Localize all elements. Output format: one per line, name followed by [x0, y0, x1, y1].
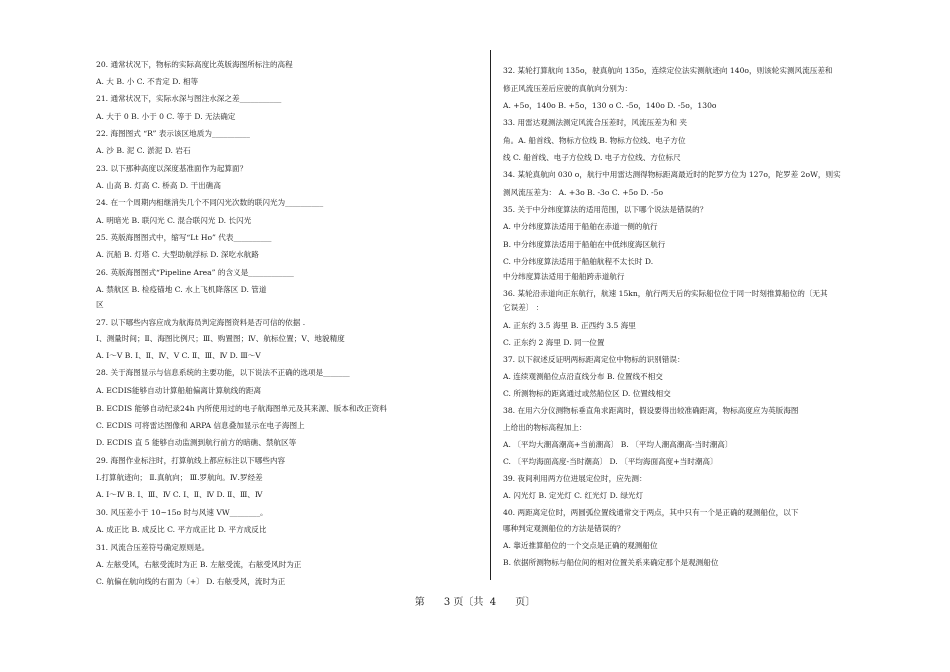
question-line: 34. 某轮真航向 030 o，航行中用雷达测得物标距离最近时的陀罗方位为 127o，陀罗差 2oW，则实	[503, 170, 841, 179]
question-line: 22. 海图图式 “R” 表示该区地质为__________	[96, 129, 250, 138]
question-line: 24. 在一个周期内相继消失几个不同闪光次数的联闪光为__________	[96, 198, 324, 207]
answer-options: A. 明暗光 B. 联闪光 C. 混合联闪光 D. 长闪光	[96, 216, 252, 225]
answer-options: A. 禁航区 B. 检疫锚地 C. 水上飞机降落区 D. 管道	[96, 285, 267, 294]
question-line: 27. 以下哪些内容应成为航海员判定海图资料是否可信的依据 .	[96, 318, 306, 327]
question-line: 修正风流压差后应驶的真航向分别为：	[503, 84, 633, 93]
column-divider	[490, 50, 491, 580]
question-line: Ⅰ、测量时间；Ⅱ、海图比例尺；Ⅲ、购置图；Ⅳ、航标位置；V、地貌精度	[96, 334, 345, 343]
answer-options: B. 中分纬度算法适用于船舶在中低纬度海区航行	[503, 240, 666, 249]
question-line: 28. 关于海图显示与信息系统的主要功能，以下说法不正确的选项是_______	[96, 368, 350, 377]
question-line: 35. 关于中分纬度算法的适用范围，以下哪个说法是错误的？	[503, 205, 708, 214]
question-line: 21. 通常状况下，实际水深与图注水深之差___________	[96, 94, 282, 103]
answer-options: 区	[96, 300, 104, 309]
answer-options: C. 航偏在航向线的右面为〔+〕 D. 右舷受风，流时为正	[96, 577, 286, 586]
answer-options: A. 成正比 B. 成反比 C. 平方成正比 D. 平方成反比	[96, 525, 267, 534]
answer-options: A. 沙 B. 泥 C. 淤泥 D. 岩石	[96, 146, 191, 155]
answer-options: A. 左舷受风，右舷受流时为正 B. 左舷受流，右舷受风时为正	[96, 560, 302, 569]
answer-options: A. Ⅰ～V B. Ⅰ、Ⅱ、Ⅳ、V C. Ⅱ、Ⅲ、Ⅳ D. Ⅲ～V	[96, 351, 261, 360]
answer-options: D. ECDIS 直 5 能够自动监测到航行前方的暗礁、禁航区等	[96, 438, 297, 447]
question-line: 29. 海图作业标注时，打算航线上都应标注以下哪些内容	[96, 456, 286, 465]
answer-options: C. 正东约 2 海里 D. 同一位置	[503, 338, 605, 347]
question-line: 40. 两距离定位时，两圆弧位置线通常交于两点，其中只有一个是正确的观测船位，以下	[503, 508, 799, 517]
answer-options: A. +5o，140o B. +5o，130 o C. -5o，140o D. -5o，130o	[503, 101, 717, 110]
question-line: 23. 以下那种高度以深度基准面作为起算面？	[96, 164, 248, 173]
answer-options: A. 大于 0 B. 小于 0 C. 等于 D. 无法确定	[96, 112, 236, 121]
answer-options: A. ECDIS能够自动计算船舶偏离计算航线的距离	[96, 386, 262, 395]
answer-options: C. 〔平均海面高度-当时潮高〕 D. 〔平均海面高度+当时潮高〕	[503, 457, 718, 466]
question-line: 它误差〕 ：	[503, 303, 544, 312]
answer-options: A. 连续观测船位点沿直线分布 B. 位置线不相交	[503, 372, 663, 381]
question-line: 39. 夜间利用两方位进展定位时，应先测：	[503, 474, 647, 483]
answer-options: C. 所测物标的距离通过或然船位区 D. 位置线相交	[503, 389, 671, 398]
question-line: 36. 某轮沿赤道向正东航行，航速 15kn，航行两天后的实际船位位于同一时刻推算船位的〔无其	[503, 289, 828, 298]
answer-options: A. 闪光灯 B. 定光灯 C. 红光灯 D. 绿光灯	[503, 491, 644, 500]
answer-options: A. Ⅰ～Ⅳ B. Ⅰ、Ⅲ、Ⅳ C. Ⅰ、Ⅱ、Ⅳ D. Ⅱ、Ⅲ、Ⅳ	[96, 490, 263, 499]
answer-options: A. 正东约 3.5 海里 B. 正西约 3.5 海里	[503, 321, 636, 330]
answer-options: 测风流压差为： A. +3o B. -3o C. +5o D. -5o	[503, 188, 664, 197]
answer-options: A. 靠近推算船位的一个交点是正确的观测船位	[503, 541, 658, 550]
question-line: 30. 风压差小于 10~15o 时与风速 VW________。	[96, 508, 268, 517]
answer-options: A. 大 B. 小 C. 不肯定 D. 相等	[96, 77, 199, 86]
question-line: 32. 某轮打算航向 135o，驶真航向 135o，连续定位法实测航迹向 140o，则该轮实测风流压差和	[503, 66, 833, 75]
answer-options: C. 中分纬度算法适用于船舶航程不太长时 D.	[503, 257, 654, 266]
answer-options: 中分纬度算法适用于船舶跨赤道航行	[503, 272, 625, 281]
answer-options: 线 C. 船首线、电子方位线 D. 电子方位线、方位标尺	[503, 153, 681, 162]
question-line: 20. 通常状况下，物标的实际高度比英版海图所标注的高程	[96, 60, 293, 69]
answer-options: 角。A. 船首线、物标方位线 B. 物标方位线、电子方位	[503, 136, 686, 145]
answer-options: C. ECDIS 可将雷达图像和 ARPA 信息叠加显示在电子海图上	[96, 421, 305, 430]
answer-options: A. 沉船 B. 灯塔 C. 大型助航浮标 D. 深吃水航路	[96, 250, 259, 259]
question-line: 33. 用雷达观测法测定风流合压差时，风流压差为和 夹	[503, 118, 687, 127]
question-line: Ⅰ.打算航迹向； Ⅱ.真航向； Ⅲ.罗航向。Ⅳ.罗经差	[96, 473, 263, 482]
page-footer	[0, 593, 950, 608]
page-number: 第 3 页〔共 4 页〕	[414, 597, 536, 608]
question-line: 31. 风流合压差符号确定原则是。	[96, 543, 210, 552]
answer-options: A. 中分纬度算法适用于船舶在赤道一侧的航行	[503, 222, 658, 231]
question-line: 哪种判定观测船位的方法是错误的？	[503, 524, 625, 533]
answer-options: A. 〔平均大潮高潮高+当前潮高〕 B. 〔平均人潮高潮高-当时潮高〕	[503, 440, 733, 449]
question-line: 38. 在用六分仪测物标垂直角求距离时，假设要得出较准确距离，物标高度应为英版海图	[503, 406, 799, 415]
question-line: 26. 英版海图图式“Pipeline Area” 的含义是____________	[96, 268, 294, 277]
answer-options: A. 山高 B. 灯高 C. 桥高 D. 干出礁高	[96, 181, 221, 190]
question-line: 25. 英版海图图式中，缩写“Lt Ho” 代表__________	[96, 233, 272, 242]
question-line: 上给出的物标高程加上：	[503, 423, 587, 432]
answer-options: B. ECDIS 能够自动纪录24h 内所使用过的电子航海图单元及其来源、版本和改正资料	[96, 404, 387, 413]
question-line: 37. 以下叙述反证明两标距离定位中物标的识别错误：	[503, 355, 685, 364]
answer-options: B. 依据所测物标与船位间的相对位置关系来确定那个是观测船位	[503, 558, 719, 567]
